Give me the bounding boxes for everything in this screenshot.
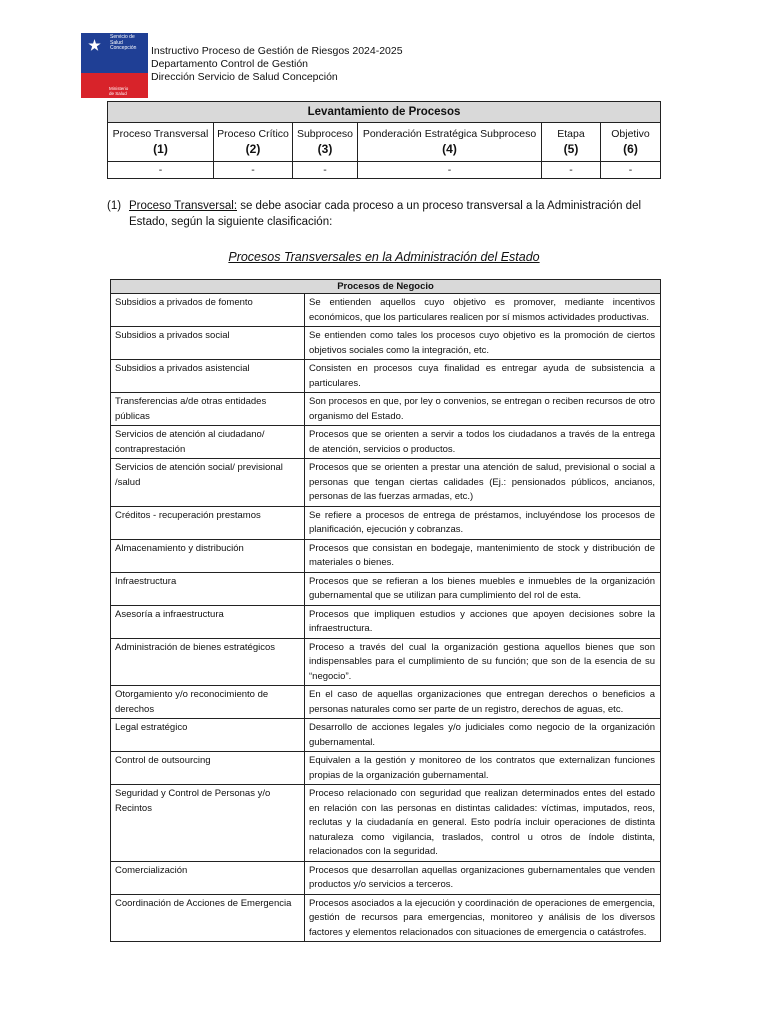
levantamiento-table (107, 101, 661, 179)
process-description-cell: Se entienden aquellos cuyo objetivo es promover, mediante incentivos económicos, que los particulares realicen por sí mismos actividades productivas. (305, 294, 661, 327)
process-description-cell: En el caso de aquellas organizaciones que entregan derechos o beneficios a personas naturales como ser parte de un registro, derechos de aguas, etc. (305, 686, 661, 719)
process-description-cell: Procesos que consistan en bodegaje, mantenimiento de stock y distribución de materiales o bienes. (305, 539, 661, 572)
column-header: Ponderación Estratégica Subproceso (4) (358, 123, 542, 162)
process-description-cell: Proceso relacionado con seguridad que realizan determinados entes del estado en relación con las personas en distintas calidades: víctimas, imputados, reos, reclutas y la ciudadanía en general. Esto podría incluir operaciones de distinta naturaleza como vigilancia, traslados, control u otros de índole distinta, relacionados con la seguridad. (305, 785, 661, 862)
process-name-cell: Créditos - recuperación prestamos (111, 506, 305, 539)
process-description-cell: Procesos asociados a la ejecución y coordinación de operaciones de emergencia, gestión de recursos para emergencias, monitoreo y análisis de los diversos factores y elementos relacionados con situaciones de emergencia o catástrofes. (305, 894, 661, 942)
document-header (151, 45, 403, 84)
table-cell: - (358, 162, 542, 179)
process-name-cell: Comercialización (111, 861, 305, 894)
process-description-cell: Procesos que se orienten a servir a todos los ciudadanos a través de la entrega de atención, servicios o productos. (305, 426, 661, 459)
process-description-cell: Procesos que desarrollan aquellas organizaciones gubernamentales que venden productos y/o servicios a terceros. (305, 861, 661, 894)
header-line-1: Instructivo Proceso de Gestión de Riesgos 2024-2025 (151, 45, 403, 57)
process-name-cell: Infraestructura (111, 572, 305, 605)
table-row (111, 638, 661, 686)
table-row (111, 426, 661, 459)
table-row (111, 459, 661, 507)
process-name-cell: Servicios de atención al ciudadano/ contraprestación (111, 426, 305, 459)
process-description-cell: Desarrollo de acciones legales y/o judiciales como negocio de la organización gubernamental. (305, 719, 661, 752)
process-name-cell: Otorgamiento y/o reconocimiento de derechos (111, 686, 305, 719)
organization-logo (81, 33, 148, 98)
table-row (111, 686, 661, 719)
table-cell: - (108, 162, 214, 179)
note-body (129, 198, 667, 230)
process-name-cell: Transferencias a/de otras entidades públicas (111, 393, 305, 426)
levantamiento-title: Levantamiento de Procesos (108, 102, 661, 123)
table-row (111, 861, 661, 894)
logo-ministry-text: Ministerio de Salud (81, 73, 148, 98)
process-name-cell: Seguridad y Control de Personas y/o Recintos (111, 785, 305, 862)
note-text: se debe asociar cada proceso a un proceso transversal a la Administración del Estado, según la siguiente clasificación: (129, 200, 642, 228)
header-line-3: Dirección Servicio de Salud Concepción (151, 71, 338, 83)
logo-top-band (81, 33, 148, 73)
procesos-negocio-table (110, 279, 661, 942)
process-description-cell: Procesos que impliquen estudios y acciones que apoyen decisiones sobre la infraestructura. (305, 605, 661, 638)
table-row (111, 327, 661, 360)
process-description-cell: Proceso a través del cual la organización gestiona aquellos bienes que son indispensables para el cumplimiento de su función; que son de la esencia de su “negocio”. (305, 638, 661, 686)
logo-org-text: Servicio de Salud Concepción (108, 33, 148, 73)
table-row (111, 605, 661, 638)
process-description-cell: Son procesos en que, por ley o convenios, se entregan o reciben recursos de otro organismo del Estado. (305, 393, 661, 426)
process-name-cell: Asesoría a infraestructura (111, 605, 305, 638)
process-description-cell: Se entienden como tales los procesos cuyo objetivo es la promoción de ciertos objetivos sociales como la integración, etc. (305, 327, 661, 360)
table-row (111, 294, 661, 327)
column-header: Subproceso (3) (293, 123, 358, 162)
logo-flag-block (81, 33, 108, 73)
process-name-cell: Subsidios a privados social (111, 327, 305, 360)
column-header: Objetivo (6) (601, 123, 661, 162)
table-cell: - (214, 162, 293, 179)
procesos-body (111, 294, 661, 942)
header-line-2: Departamento Control de Gestión (151, 58, 309, 70)
table-row (111, 752, 661, 785)
levantamiento-header-row (108, 123, 661, 162)
column-header: Etapa (5) (542, 123, 601, 162)
process-name-cell: Control de outsourcing (111, 752, 305, 785)
process-description-cell: Equivalen a la gestión y monitoreo de los contratos que externalizan funciones propias de la organización gubernamental. (305, 752, 661, 785)
table-row (111, 360, 661, 393)
note-marker: (1) (107, 200, 122, 212)
levantamiento-value-row (108, 162, 661, 179)
table-row (111, 785, 661, 862)
table-row (111, 572, 661, 605)
star-icon (88, 39, 101, 52)
process-name-cell: Administración de bienes estratégicos (111, 638, 305, 686)
process-description-cell: Procesos que se refieran a los bienes muebles e inmuebles de la organización gubernamental que se utilizan para cumplimiento del rol de esta. (305, 572, 661, 605)
table-cell: - (601, 162, 661, 179)
table-row (111, 719, 661, 752)
process-name-cell: Almacenamiento y distribución (111, 539, 305, 572)
process-name-cell: Coordinación de Acciones de Emergencia (111, 894, 305, 942)
procesos-header: Procesos de Negocio (111, 280, 661, 294)
table-row (111, 894, 661, 942)
column-header: Proceso Transversal (1) (108, 123, 214, 162)
process-description-cell: Se refiere a procesos de entrega de préstamos, incluyéndose los procesos de planificación, ejecución y cobranzas. (305, 506, 661, 539)
process-description-cell: Consisten en procesos cuya finalidad es entregar ayuda de subsistencia a particulares. (305, 360, 661, 393)
process-name-cell: Legal estratégico (111, 719, 305, 752)
note-term: Proceso Transversal: (129, 200, 238, 212)
proceso-transversal-note (107, 198, 667, 230)
section-subtitle: Procesos Transversales en la Administración del Estado (228, 250, 540, 264)
table-row (111, 506, 661, 539)
table-cell: - (293, 162, 358, 179)
process-name-cell: Subsidios a privados de fomento (111, 294, 305, 327)
process-name-cell: Servicios de atención social/ previsional /salud (111, 459, 305, 507)
process-name-cell: Subsidios a privados asistencial (111, 360, 305, 393)
process-description-cell: Procesos que se orienten a prestar una atención de salud, previsional o social a personas que tengan ciertas calidades (Ej.: pensionados públicos, ancianos, personas de las fuerzas armadas, etc.) (305, 459, 661, 507)
column-header: Proceso Crítico (2) (214, 123, 293, 162)
table-cell: - (542, 162, 601, 179)
table-row (111, 539, 661, 572)
table-row (111, 393, 661, 426)
